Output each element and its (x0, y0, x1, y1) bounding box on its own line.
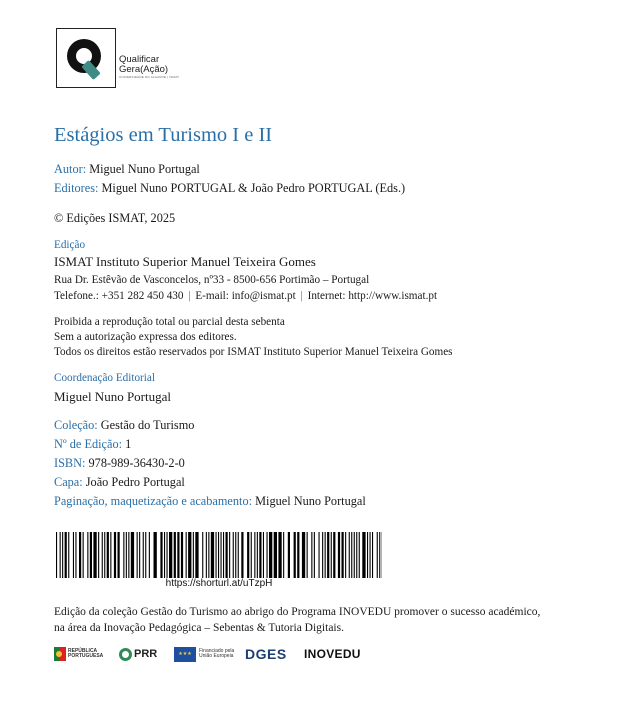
editors-label: Editores: (54, 181, 99, 195)
republica-portuguesa-logo (54, 644, 103, 664)
cover-value: João Pedro Portugal (85, 475, 185, 489)
logo-name-line2: Gera(Ação) (119, 64, 169, 75)
phone-value: +351 282 450 430 (101, 290, 184, 302)
footer-text-line-1: Edição da coleção Gestão do Turismo ao abrigo do Programa INOVEDU promover o sucesso académico, (54, 606, 541, 618)
republica-line-1: REPÚBLICA (68, 647, 98, 654)
isbn-label: ISBN: (54, 456, 86, 470)
logo-name-line1: Qualificar (119, 54, 160, 65)
coordination-label: Coordenação Editorial (54, 372, 155, 384)
collection-label: Coleção: (54, 418, 98, 432)
publisher-contacts: Telefone.: +351 282 450 430 | E-mail: info@ismat.pt | Internet: http://www.ismat.pt (54, 290, 438, 302)
inovedu-logo (304, 644, 361, 664)
edition-label: Edição (54, 239, 86, 251)
editors-value: Miguel Nuno PORTUGAL & João Pedro PORTUGAL (Eds.) (101, 181, 406, 195)
eu-flag-icon: ★★★ (174, 647, 196, 662)
barcode-url[interactable]: https://shorturl.at/uTzpH (165, 578, 273, 589)
email-link[interactable]: info@ismat.pt (231, 290, 296, 302)
isbn-line (54, 456, 185, 471)
edition-number-line (54, 437, 131, 452)
flag-icon (54, 647, 66, 661)
eu-funding-logo (174, 644, 234, 664)
editors-line (54, 181, 405, 196)
barcode-image (54, 532, 384, 578)
author-label: Autor: (54, 162, 87, 176)
cover-line (54, 475, 185, 490)
republica-line-2: PORTUGUESA (68, 653, 104, 659)
logo-tagline: UNIVERSIDADE DO ALGARVE | ISMAT (119, 75, 180, 79)
rights-line-3: Todos os direitos estão reservados por ISMAT Instituto Superior Manuel Teixeira Gomes (54, 346, 453, 358)
website-link[interactable]: http://www.ismat.pt (348, 290, 438, 302)
prr-label: PRR (134, 648, 158, 660)
inovedu-label: INOVEDU (304, 647, 361, 661)
internet-label: Internet: (307, 290, 346, 302)
edition-number-value: 1 (125, 437, 132, 451)
email-label: E-mail: (195, 290, 229, 302)
publisher-name: ISMAT Instituto Superior Manuel Teixeira Gomes (54, 254, 316, 269)
rights-line-1: Proibida a reprodução total ou parcial desta sebenta (54, 316, 285, 328)
author-value: Miguel Nuno Portugal (89, 162, 200, 176)
dges-label: DGES (245, 646, 287, 662)
layout-label: Paginação, maquetização e acabamento: (54, 494, 253, 508)
phone-label: Telefone.: (54, 290, 99, 302)
layout-value: Miguel Nuno Portugal (255, 494, 366, 508)
footer-text-line-2: na área da Inovação Pedagógica – Sebentas & Tutoria Digitais. (54, 622, 344, 634)
copyright: © Edições ISMAT, 2025 (54, 211, 176, 225)
prr-circle-icon (119, 648, 132, 661)
eu-line-2: União Europeia (199, 653, 234, 659)
eu-line-1: Financiado pela (199, 647, 235, 654)
prr-logo (119, 644, 157, 664)
dges-logo (245, 644, 287, 664)
edition-number-label: Nº de Edição: (54, 437, 123, 451)
cover-label: Capa: (54, 475, 83, 489)
collection-line (54, 418, 194, 433)
qualificar-logo-icon (56, 28, 116, 88)
author-line (54, 162, 200, 177)
layout-line (54, 494, 366, 509)
coordination-value: Miguel Nuno Portugal (54, 389, 171, 404)
publisher-address: Rua Dr. Estêvão de Vasconcelos, nº33 - 8500-656 Portimão – Portugal (54, 274, 370, 286)
logo-wordmark (119, 55, 179, 79)
isbn-value: 978-989-36430-2-0 (88, 456, 185, 470)
collection-value: Gestão do Turismo (100, 418, 195, 432)
page-title: Estágios em Turismo I e II (54, 124, 273, 146)
rights-line-2: Sem a autorização expressa dos editores. (54, 331, 237, 343)
